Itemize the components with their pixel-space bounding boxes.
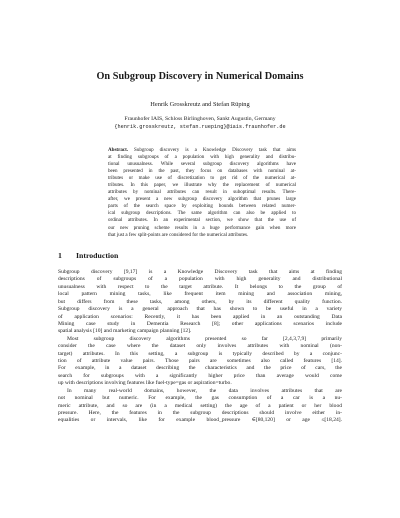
body-line: spatial analysis [10] and marketing campaign planning [12]. [58,328,192,335]
paper-title: On Subgroup Discovery in Numerical Domains [96,71,304,82]
body-line: unusualness with respect to the target attribute. It belongs to the group of [58,283,342,290]
abstract-line: tional unusualness. While several subgroup discovery algorithms have [108,161,296,168]
abstract-line: our new pruning scheme results in a huge performance gain when more [108,224,296,231]
body-line: equalities or intervals, like for example blood_pressure ∈[80,120] or age ≤[18,24]. [58,417,342,424]
section-number: 1 [58,251,62,260]
body-line: but differs from these tasks, among others, by its different quality function. [58,298,342,305]
body-line: meric attribute, and so are (in a medical setting) the age of a patient or her blood [58,402,342,409]
body-line: search for subgroups with a significantly higher price than average would come [58,372,342,379]
body-line: Mining case study in Dementia Research [8]; other applications scenarios include [58,320,342,327]
body-line: Most subgroup discovery algorithms presented so far [2,4,3,7,9] primarily [67,335,342,342]
abstract-line: been presented in the past, they focus on databases with nominal at- [108,168,296,175]
abstract-line: at finding subgroups of a population with high generality and distribu- [108,154,296,161]
body-line: pressure. Here, the features in the subgroup descriptions should involve either in- [58,410,342,417]
body-line: local pattern mining tasks, like frequent item mining and association mining, [58,291,342,298]
body-line: target) attributes. In this setting, a subgroup is typically described by a conjunc- [58,350,342,357]
body-line: For example, in a dataset describing the characteristics and the price of cars, the [58,365,342,372]
body-line: Subgroup discovery [9,17] is a Knowledge Discovery task that aims at finding [58,269,342,275]
abstract-line [108,147,296,154]
abstract-label: Abstract. [108,147,129,153]
abstract-line: parts of the search space by exploiting bounds between related numer- [108,203,296,210]
body-line: Subgroup discovery is a general approach that has shown to be useful in a variety [58,306,342,313]
body-line: not nominal but numeric. For example, the gas consumption of a car is a nu- [58,395,342,402]
abstract-line-text: Subgroup discovery is a Knowledge Discovery task that aims [134,147,296,153]
abstract-line: tributes. In this paper, we illustrate why the replacement of numerical [108,182,296,189]
body-line: consider the case where the dataset only involves attributes with nominal (non- [58,343,342,350]
abstract-line: tributes or make use of discretization to get rid of the numerical at- [108,175,296,182]
section-title: Introduction [76,251,119,260]
body-line: In many real-world domains, however, the data involves attributes that are [67,387,342,394]
body-line: tion of attribute value pairs. Those pairs are sometimes also called features [14]. [58,358,342,365]
body-line: descriptions of subgroups of a population with high generality and distributional [58,276,342,283]
body-line: of application scenarios: Recently, it has been applied in an outstanding Data [58,313,342,320]
author-emails: {henrik.grosskreutz, stefan.rueping}@iais.fraunhofer.de [114,124,286,131]
author-affiliation [0,115,400,132]
abstract-line: attributes by nominal attributes can result in suboptimal results. There- [108,189,296,196]
body-text [58,269,342,425]
body-line: up with descriptions involving features like fuel-type=gas or aspiration=turbo. [58,380,232,387]
abstract-line: ical subgroup descriptions. The same algorithm can also be applied to [108,210,296,217]
abstract-line: that just a few split-points are considered for the numerical attributes. [108,231,249,238]
abstract-line: after, we present a new subgroup discovery algorithm that prunes large [108,196,296,203]
paper-authors: Henrik Grosskreutz and Stefan Rüping [150,101,250,108]
abstract [108,147,296,239]
affiliation-text: Fraunhofer IAIS, Schloss Birlinghoven, Sankt Augustin, Germany [124,116,276,122]
section-heading [58,251,118,260]
abstract-line: ordinal attributes. In an experimental section, we show that the use of [108,217,296,224]
